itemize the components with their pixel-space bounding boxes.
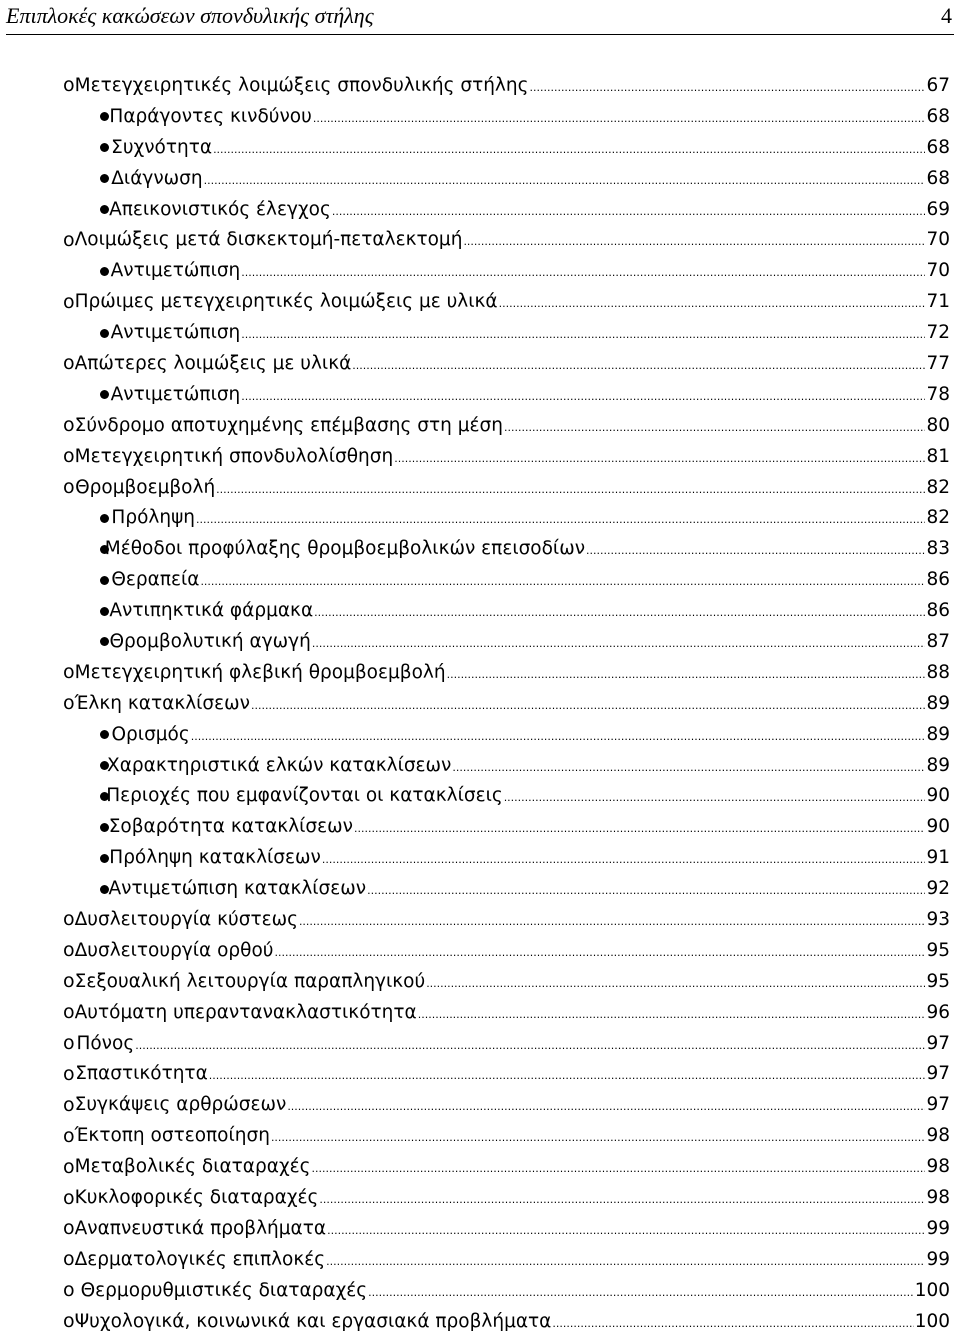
- dot-leader: [326, 1249, 925, 1270]
- toc-entry-label: Αντιμετώπιση: [110, 260, 241, 282]
- toc-subentry: [0, 842, 950, 873]
- toc-page-number: 71: [926, 291, 950, 313]
- toc-entry-label: Απώτερες λοιμώξεις με υλικά: [74, 352, 352, 374]
- toc-page-number: 86: [926, 569, 950, 591]
- toc-entry: [0, 904, 950, 935]
- toc-page-number: 68: [926, 136, 950, 158]
- dot-leader: [135, 1033, 925, 1054]
- toc-page-number: 97: [926, 1032, 950, 1054]
- circle-bullet-icon: o: [63, 352, 75, 375]
- toc-entry-label: Θερμορυθμιστικές διαταραχές: [80, 1279, 368, 1301]
- toc-entry: [0, 1182, 950, 1213]
- dot-leader: [314, 600, 925, 621]
- circle-bullet-icon: o: [63, 1093, 75, 1116]
- toc-page-number: 67: [926, 74, 950, 96]
- toc-entry-label: Μετεγχειρητική φλεβική θρομβοεμβολή: [74, 661, 446, 683]
- toc-page-number: 96: [926, 1001, 950, 1023]
- toc-subentry: [0, 132, 950, 163]
- toc-entry-label: Απεικονιστικός έλεγχος: [109, 198, 331, 220]
- toc-entry: [0, 1275, 950, 1306]
- circle-bullet-icon: o: [63, 1124, 75, 1147]
- table-of-contents: [0, 70, 960, 1337]
- toc-entry-label: Έκτοπη οστεοποίηση: [74, 1125, 270, 1147]
- dot-leader: [275, 940, 926, 961]
- toc-subentry: [0, 750, 950, 781]
- dot-leader: [204, 168, 926, 189]
- toc-page-number: 77: [926, 352, 950, 374]
- circle-bullet-icon: o: [63, 970, 75, 993]
- toc-page-number: 89: [926, 754, 950, 776]
- dot-leader: [287, 1094, 925, 1115]
- dot-leader: [213, 137, 925, 158]
- toc-page-number: 82: [926, 476, 950, 498]
- dot-leader: [196, 507, 925, 528]
- dot-leader: [271, 1125, 926, 1146]
- toc-entry-label: Δυσλειτουργία κύστεως: [74, 908, 298, 930]
- toc-page-number: 89: [926, 723, 950, 745]
- circle-bullet-icon: o: [63, 1186, 75, 1209]
- toc-entry: [0, 224, 950, 255]
- toc-entry-label: Θρομβοεμβολή: [75, 476, 216, 498]
- dot-leader: [463, 229, 925, 250]
- dot-leader: [313, 106, 926, 127]
- toc-entry-label: Αντιμετώπιση κατακλίσεων: [108, 878, 367, 900]
- toc-entry-label: Αναπνευστικά προβλήματα: [74, 1217, 327, 1239]
- toc-entry: [0, 1028, 950, 1059]
- toc-subentry: [0, 873, 950, 904]
- toc-entry: [0, 1151, 950, 1182]
- toc-subentry: [0, 533, 950, 564]
- toc-page-number: 68: [926, 105, 950, 127]
- toc-entry: [0, 1059, 950, 1090]
- circle-bullet-icon: o: [63, 1217, 75, 1240]
- toc-page-number: 90: [926, 816, 950, 838]
- dot-leader: [529, 75, 925, 96]
- toc-entry-label: Χαρακτηριστικά ελκών κατακλίσεων: [107, 754, 452, 776]
- circle-bullet-icon: o: [63, 1310, 75, 1333]
- toc-entry-label: Μετεγχειρητικές λοιμώξεις σπονδυλικής στήλης: [74, 74, 529, 96]
- toc-page-number: 100: [914, 1279, 950, 1301]
- toc-entry: [0, 1244, 950, 1275]
- dot-leader: [352, 353, 925, 374]
- toc-entry-label: Πρόληψη κατακλίσεων: [109, 847, 321, 869]
- circle-bullet-icon: o: [63, 414, 75, 437]
- toc-page-number: 100: [914, 1310, 950, 1332]
- dot-leader: [216, 477, 925, 498]
- circle-bullet-icon: o: [63, 1032, 75, 1055]
- toc-entry-label: Αυτόματη υπεραντανακλαστικότητα: [74, 1001, 417, 1023]
- dot-leader: [209, 1063, 926, 1084]
- toc-entry: [0, 1089, 950, 1120]
- toc-page-number: 98: [926, 1156, 950, 1178]
- toc-page-number: 72: [926, 322, 950, 344]
- toc-entry-label: Μέθοδοι προφύλαξης θρομβοεμβολικών επεισοδίων: [104, 538, 586, 560]
- toc-entry: [0, 657, 950, 688]
- dot-leader: [241, 384, 925, 405]
- toc-page-number: 97: [926, 1094, 950, 1116]
- header-title: Επιπλοκές κακώσεων σπονδυλικής στήλης: [6, 3, 374, 28]
- toc-entry-label: Μεταβολικές διαταραχές: [74, 1156, 311, 1178]
- dot-leader: [504, 785, 926, 806]
- dot-leader: [319, 1187, 925, 1208]
- dot-leader: [191, 724, 926, 745]
- circle-bullet-icon: o: [63, 228, 75, 251]
- toc-page-number: 70: [926, 260, 950, 282]
- toc-entry-label: Συχνότητα: [111, 136, 213, 158]
- toc-entry: [0, 348, 950, 379]
- toc-page-number: 98: [926, 1187, 950, 1208]
- toc-entry: [0, 966, 950, 997]
- circle-bullet-icon: o: [63, 1155, 75, 1178]
- toc-entry-label: Μετεγχειρητική σπονδυλολίσθηση: [74, 445, 394, 467]
- dot-leader: [426, 971, 925, 992]
- toc-page-number: 95: [926, 970, 950, 992]
- toc-page-number: 95: [926, 939, 950, 961]
- toc-entry-label: Ορισμός: [111, 723, 190, 745]
- toc-subentry: [0, 101, 950, 132]
- dot-leader: [499, 291, 926, 312]
- toc-subentry: [0, 194, 950, 225]
- dot-leader: [394, 446, 925, 467]
- circle-bullet-icon: o: [63, 74, 75, 97]
- toc-page-number: 88: [926, 661, 950, 683]
- toc-page-number: 70: [926, 229, 950, 251]
- toc-page-number: 81: [926, 445, 950, 467]
- dot-leader: [241, 260, 925, 281]
- toc-page-number: 69: [926, 198, 950, 220]
- dot-leader: [299, 909, 926, 930]
- toc-page-number: 82: [926, 507, 950, 529]
- toc-page-number: 98: [926, 1125, 950, 1147]
- toc-subentry: [0, 780, 950, 811]
- circle-bullet-icon: o: [63, 1062, 75, 1085]
- toc-entry-label: Θεραπεία: [111, 569, 200, 591]
- toc-entry: [0, 688, 950, 719]
- toc-subentry: [0, 811, 950, 842]
- toc-subentry: [0, 719, 950, 750]
- toc-subentry: [0, 564, 950, 595]
- circle-bullet-icon: o: [63, 661, 75, 684]
- toc-page-number: 68: [926, 167, 950, 189]
- toc-page-number: 80: [926, 414, 950, 436]
- toc-entry-label: Λοιμώξεις μετά δισκεκτομή-πεταλεκτομή: [74, 229, 463, 251]
- dot-leader: [452, 755, 925, 776]
- toc-subentry: [0, 379, 950, 410]
- toc-page-number: 92: [926, 878, 950, 900]
- circle-bullet-icon: o: [63, 476, 75, 499]
- toc-entry-label: Παράγοντες κινδύνου: [109, 105, 312, 127]
- toc-entry: [0, 472, 950, 503]
- toc-subentry: [0, 595, 950, 626]
- toc-page-number: 93: [926, 908, 950, 930]
- toc-subentry: [0, 255, 950, 286]
- page-number: 4: [941, 3, 952, 28]
- toc-entry: [0, 935, 950, 966]
- toc-entry: [0, 70, 950, 101]
- toc-entry-label: Πόνος: [76, 1032, 135, 1054]
- toc-page-number: 90: [926, 785, 950, 807]
- toc-subentry: [0, 317, 950, 348]
- dot-leader: [312, 631, 926, 652]
- toc-entry-label: Θρομβολυτική αγωγή: [109, 630, 311, 652]
- dot-leader: [311, 1156, 925, 1177]
- dot-leader: [368, 1280, 914, 1301]
- toc-page-number: 89: [926, 692, 950, 714]
- toc-page-number: 99: [926, 1248, 950, 1270]
- toc-entry-label: Συγκάψεις αρθρώσεων: [74, 1094, 287, 1116]
- dot-leader: [586, 538, 925, 559]
- toc-entry-label: Σοβαρότητα κατακλίσεων: [108, 816, 353, 838]
- dot-leader: [552, 1311, 913, 1332]
- toc-entry-label: Δυσλειτουργία ορθού: [74, 939, 274, 961]
- toc-entry-label: Δερματολογικές επιπλοκές: [74, 1248, 326, 1270]
- circle-bullet-icon: o: [63, 692, 75, 715]
- toc-page-number: 86: [926, 600, 950, 622]
- toc-entry: [0, 441, 950, 472]
- toc-entry: [0, 1213, 950, 1244]
- toc-entry: [0, 410, 950, 441]
- dot-leader: [241, 322, 925, 343]
- toc-page-number: 83: [926, 538, 950, 560]
- toc-entry-label: Πρώιμες μετεγχειρητικές λοιμώξεις με υλικά: [74, 291, 498, 313]
- toc-entry: [0, 1120, 950, 1151]
- toc-subentry: [0, 163, 950, 194]
- toc-entry-label: Σεξουαλική λειτουργία παραπληγικού: [74, 970, 426, 992]
- toc-page-number: 91: [926, 847, 950, 869]
- circle-bullet-icon: o: [63, 1001, 75, 1024]
- toc-entry-label: Σπαστικότητα: [75, 1063, 208, 1085]
- running-header: [6, 0, 954, 35]
- toc-entry-label: Σύνδρομο αποτυχημένης επέμβασης στη μέση: [74, 414, 503, 436]
- toc-entry-label: Αντιπηκτικά φάρμακα: [109, 600, 314, 622]
- dot-leader: [447, 662, 926, 683]
- toc-entry-label: Κυκλοφορικές διαταραχές: [74, 1187, 319, 1208]
- toc-entry: [0, 286, 950, 317]
- toc-entry-label: Αντιμετώπιση: [110, 383, 241, 405]
- toc-entry-label: Διάγνωση: [111, 167, 203, 189]
- dot-leader: [418, 1002, 926, 1023]
- dot-leader: [504, 415, 925, 436]
- circle-bullet-icon: o: [63, 290, 75, 313]
- dot-leader: [322, 847, 926, 868]
- dot-leader: [332, 199, 926, 220]
- dot-leader: [354, 816, 925, 837]
- toc-entry-label: Έλκη κατακλίσεων: [74, 692, 250, 714]
- dot-leader: [367, 878, 925, 899]
- toc-subentry: [0, 626, 950, 657]
- toc-entry: [0, 1306, 950, 1337]
- circle-bullet-icon: o: [63, 445, 75, 468]
- circle-bullet-icon: o: [63, 908, 75, 931]
- toc-page-number: 87: [926, 630, 950, 652]
- toc-entry-label: Αντιμετώπιση: [110, 322, 241, 344]
- circle-bullet-icon: o: [63, 939, 75, 962]
- circle-bullet-icon: o: [63, 1279, 75, 1302]
- dot-leader: [327, 1218, 925, 1239]
- toc-subentry: [0, 502, 950, 533]
- toc-entry-label: Πρόληψη: [111, 507, 195, 529]
- toc-entry-label: Περιοχές που εμφανίζονται οι κατακλίσεις: [106, 785, 503, 807]
- toc-page-number: 97: [926, 1063, 950, 1085]
- toc-entry: [0, 997, 950, 1028]
- circle-bullet-icon: o: [63, 1248, 75, 1271]
- dot-leader: [251, 693, 925, 714]
- dot-leader: [200, 569, 925, 590]
- toc-page-number: 78: [926, 383, 950, 405]
- toc-page-number: 99: [926, 1217, 950, 1239]
- toc-entry-label: Ψυχολογικά, κοινωνικά και εργασιακά προβλήματα: [74, 1310, 552, 1332]
